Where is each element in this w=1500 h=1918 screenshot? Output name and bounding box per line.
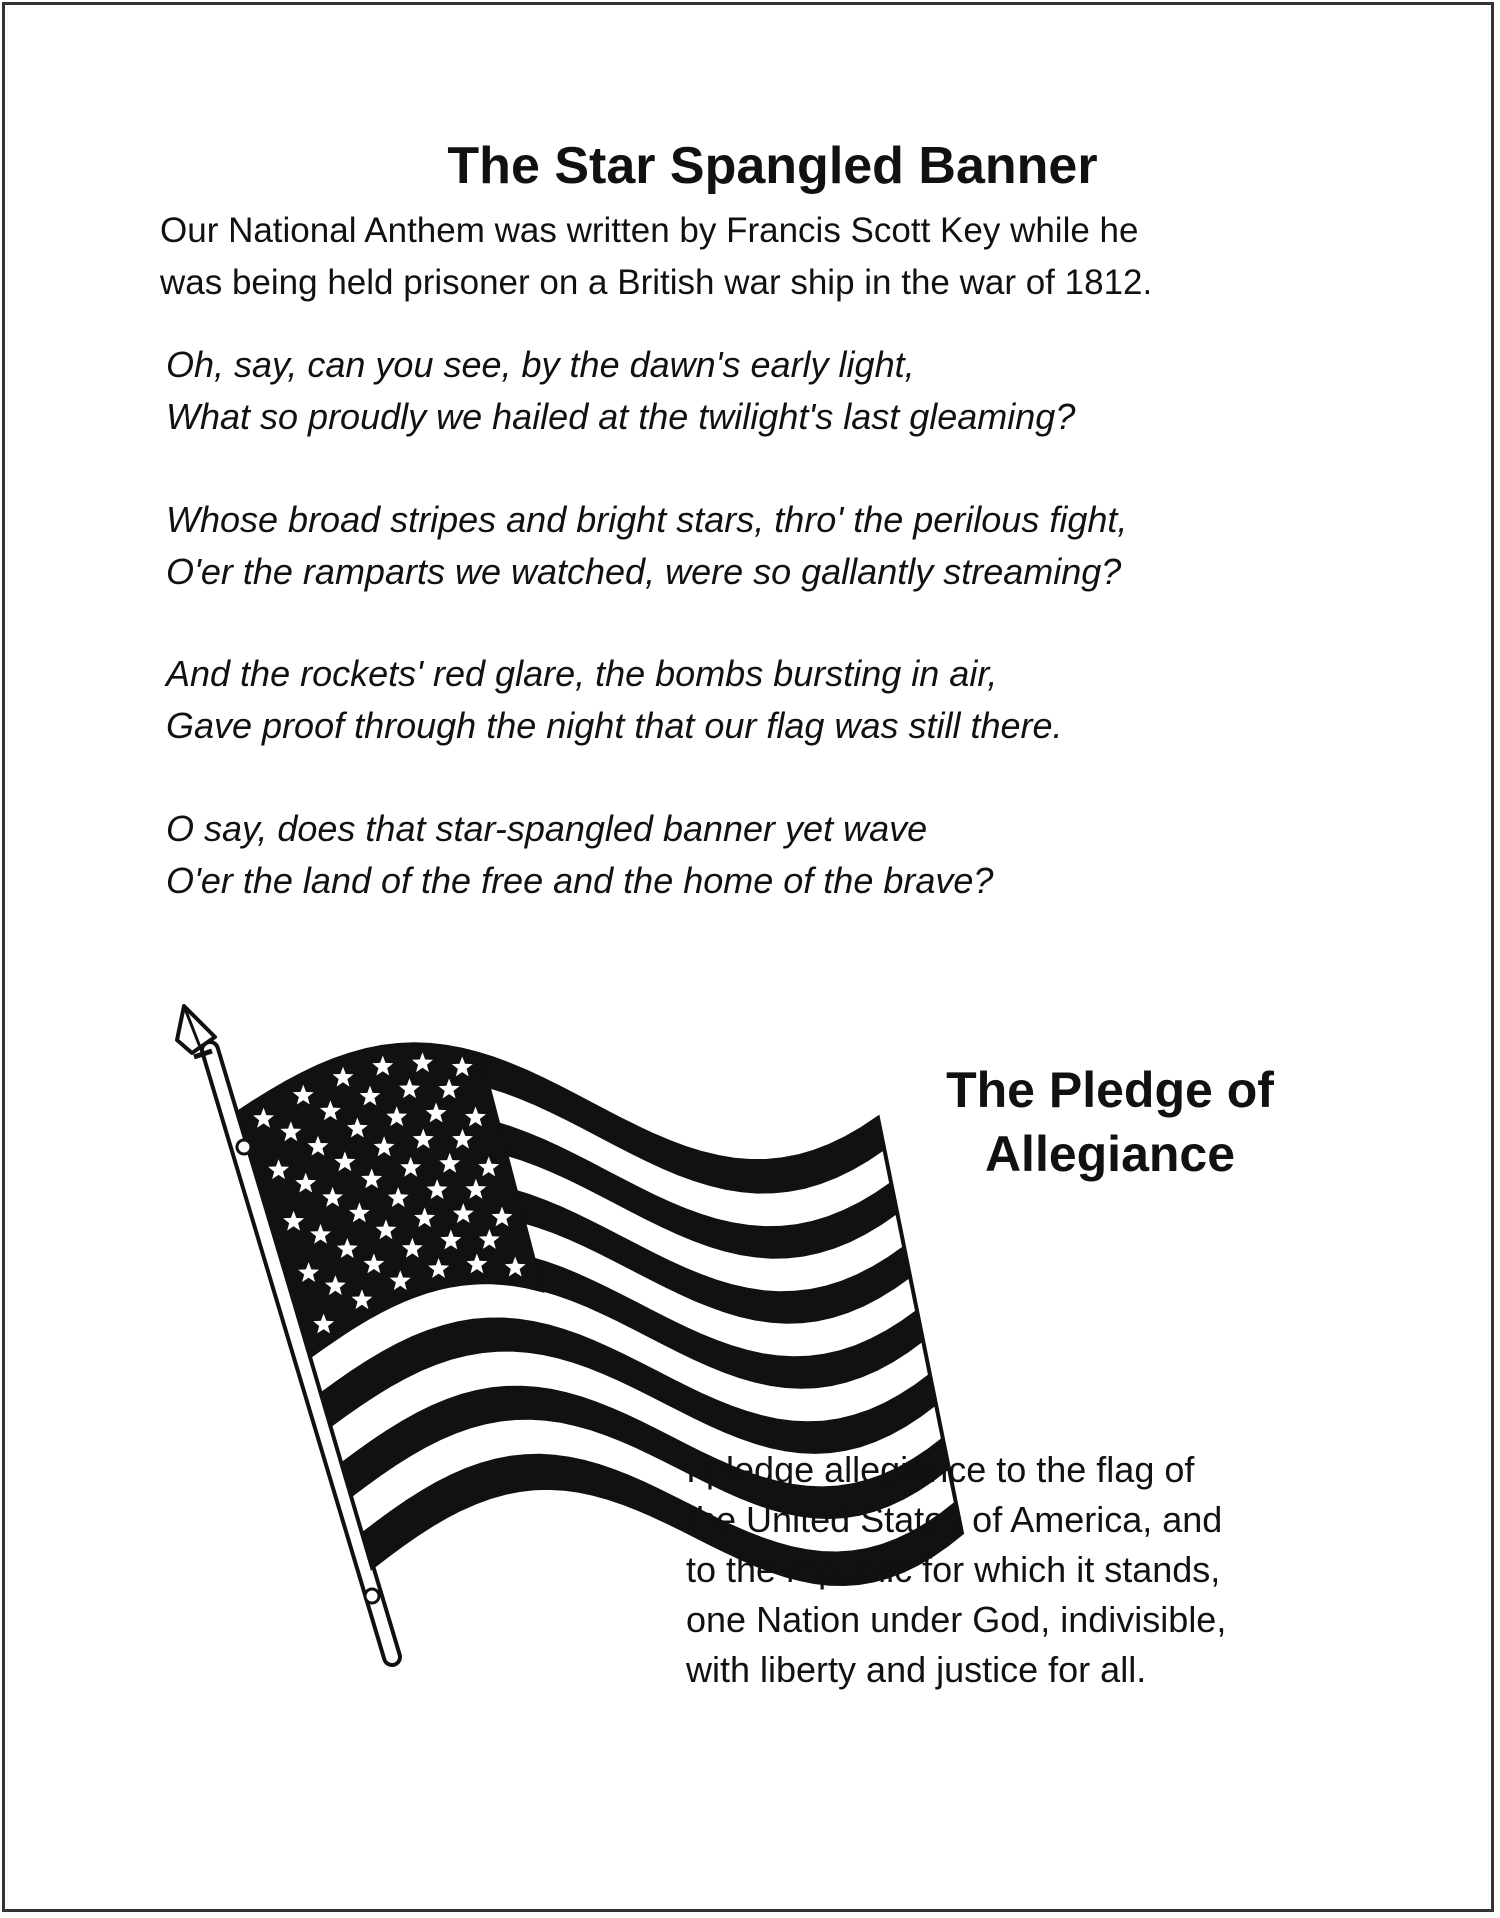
stanza-line: And the rockets' red glare, the bombs bursting in air, <box>166 653 998 694</box>
anthem-stanza <box>166 494 1366 598</box>
pledge-line: with liberty and justice for all. <box>686 1649 1147 1690</box>
pledge-title <box>900 1058 1320 1186</box>
anthem-intro <box>160 205 1360 309</box>
flag-grommet <box>237 1140 251 1154</box>
pledge-line: the United States of America, and <box>686 1499 1223 1540</box>
anthem-intro-line: was being held prisoner on a British war ship in the war of 1812. <box>160 263 1153 302</box>
anthem-stanza <box>166 648 1366 752</box>
anthem-intro-line: Our National Anthem was written by Francis Scott Key while he <box>160 211 1139 250</box>
stanza-line: What so proudly we hailed at the twilight's last gleaming? <box>166 396 1076 437</box>
stanza-line: O'er the land of the free and the home of the brave? <box>166 860 994 901</box>
flag-grommet <box>365 1589 379 1603</box>
pledge-line: I pledge allegiance to the flag of <box>686 1449 1195 1490</box>
stanza-line: Oh, say, can you see, by the dawn's early light, <box>166 344 915 385</box>
stanza-line: O say, does that star-spangled banner yet wave <box>166 808 928 849</box>
stanza-line: Gave proof through the night that our flag was still there. <box>166 705 1063 746</box>
anthem-stanza <box>166 339 1366 443</box>
anthem-title: The Star Spangled Banner <box>447 137 1098 195</box>
stanza-line: O'er the ramparts we watched, were so gallantly streaming? <box>166 551 1122 592</box>
pledge-title-line: The Pledge of <box>946 1062 1274 1118</box>
anthem-stanza <box>166 803 1366 907</box>
pledge-text <box>686 1445 1386 1695</box>
pledge-line: one Nation under God, indivisible, <box>686 1599 1227 1640</box>
stanza-line: Whose broad stripes and bright stars, thro' the perilous fight, <box>166 499 1128 540</box>
pledge-title-line: Allegiance <box>984 1126 1236 1182</box>
pledge-line: to the republic for which it stands, <box>686 1549 1221 1590</box>
